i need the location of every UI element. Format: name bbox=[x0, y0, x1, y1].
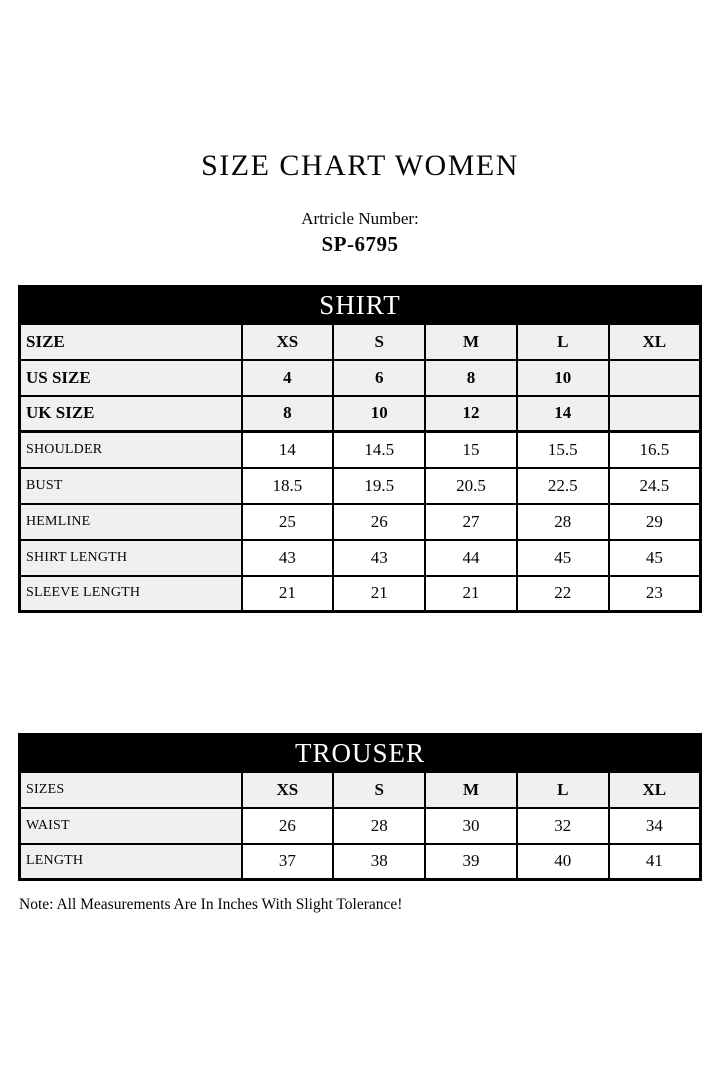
article-number-label: Artricle Number: bbox=[301, 209, 419, 228]
value-cell: 43 bbox=[242, 540, 334, 576]
trouser-size-table bbox=[18, 733, 702, 881]
row-label-cell: WAIST bbox=[20, 808, 242, 844]
row-label-cell: SHIRT LENGTH bbox=[20, 540, 242, 576]
value-cell: 38 bbox=[333, 844, 425, 880]
value-cell: 30 bbox=[425, 808, 517, 844]
value-cell: S bbox=[333, 772, 425, 808]
value-cell: M bbox=[425, 772, 517, 808]
value-cell: 39 bbox=[425, 844, 517, 880]
table-row bbox=[20, 844, 701, 880]
value-cell: 28 bbox=[333, 808, 425, 844]
row-label-cell: UK SIZE bbox=[20, 396, 242, 432]
value-cell: 12 bbox=[425, 396, 517, 432]
value-cell: 27 bbox=[425, 504, 517, 540]
value-cell: 4 bbox=[242, 360, 334, 396]
value-cell: XS bbox=[242, 324, 334, 360]
value-cell: 26 bbox=[333, 504, 425, 540]
value-cell: 28 bbox=[517, 504, 609, 540]
value-cell: 34 bbox=[609, 808, 701, 844]
value-cell: 22 bbox=[517, 576, 609, 612]
table-row bbox=[20, 504, 701, 540]
value-cell: 10 bbox=[517, 360, 609, 396]
value-cell: 21 bbox=[242, 576, 334, 612]
value-cell: 18.5 bbox=[242, 468, 334, 504]
value-cell: 41 bbox=[609, 844, 701, 880]
note-text: Note: All Measurements Are In Inches With Slight Tolerance! bbox=[19, 896, 403, 913]
value-cell: XL bbox=[609, 772, 701, 808]
row-label-cell: SLEEVE LENGTH bbox=[20, 576, 242, 612]
table-row bbox=[20, 540, 701, 576]
value-cell: S bbox=[333, 324, 425, 360]
value-cell: 25 bbox=[242, 504, 334, 540]
value-cell: 23 bbox=[609, 576, 701, 612]
value-cell: 22.5 bbox=[517, 468, 609, 504]
row-label-cell: US SIZE bbox=[20, 360, 242, 396]
table-row bbox=[20, 396, 701, 432]
value-cell: 44 bbox=[425, 540, 517, 576]
table-row bbox=[20, 468, 701, 504]
value-cell: L bbox=[517, 772, 609, 808]
table-row bbox=[20, 576, 701, 612]
value-cell: 45 bbox=[609, 540, 701, 576]
value-cell: 15.5 bbox=[517, 432, 609, 468]
value-cell: 43 bbox=[333, 540, 425, 576]
value-cell: 14 bbox=[517, 396, 609, 432]
value-cell: 19.5 bbox=[333, 468, 425, 504]
value-cell: 15 bbox=[425, 432, 517, 468]
row-label-cell: BUST bbox=[20, 468, 242, 504]
value-cell: 40 bbox=[517, 844, 609, 880]
table-row bbox=[20, 360, 701, 396]
row-label-cell: SHOULDER bbox=[20, 432, 242, 468]
value-cell: 14 bbox=[242, 432, 334, 468]
value-cell: 14.5 bbox=[333, 432, 425, 468]
value-cell: 8 bbox=[242, 396, 334, 432]
value-cell: 8 bbox=[425, 360, 517, 396]
table-row bbox=[20, 808, 701, 844]
shirt-size-table bbox=[18, 285, 702, 613]
trouser-banner-row bbox=[20, 735, 701, 772]
page-title: SIZE CHART WOMEN bbox=[201, 149, 519, 182]
value-cell: M bbox=[425, 324, 517, 360]
row-label-cell: HEMLINE bbox=[20, 504, 242, 540]
trouser-table-title: TROUSER bbox=[20, 735, 701, 772]
value-cell: 29 bbox=[609, 504, 701, 540]
value-cell: 6 bbox=[333, 360, 425, 396]
value-cell: 10 bbox=[333, 396, 425, 432]
row-label-cell: SIZE bbox=[20, 324, 242, 360]
shirt-table-title: SHIRT bbox=[20, 287, 701, 324]
value-cell: 21 bbox=[425, 576, 517, 612]
value-cell bbox=[609, 360, 701, 396]
value-cell: XS bbox=[242, 772, 334, 808]
value-cell: 20.5 bbox=[425, 468, 517, 504]
value-cell: 45 bbox=[517, 540, 609, 576]
value-cell: 24.5 bbox=[609, 468, 701, 504]
value-cell: L bbox=[517, 324, 609, 360]
table-row bbox=[20, 432, 701, 468]
table-row bbox=[20, 324, 701, 360]
value-cell: 16.5 bbox=[609, 432, 701, 468]
row-label-cell: SIZES bbox=[20, 772, 242, 808]
value-cell: 37 bbox=[242, 844, 334, 880]
table-row bbox=[20, 772, 701, 808]
value-cell: 26 bbox=[242, 808, 334, 844]
shirt-banner-row bbox=[20, 287, 701, 324]
value-cell: XL bbox=[609, 324, 701, 360]
value-cell: 21 bbox=[333, 576, 425, 612]
value-cell bbox=[609, 396, 701, 432]
value-cell: 32 bbox=[517, 808, 609, 844]
article-number-value: SP-6795 bbox=[321, 232, 399, 256]
row-label-cell: LENGTH bbox=[20, 844, 242, 880]
